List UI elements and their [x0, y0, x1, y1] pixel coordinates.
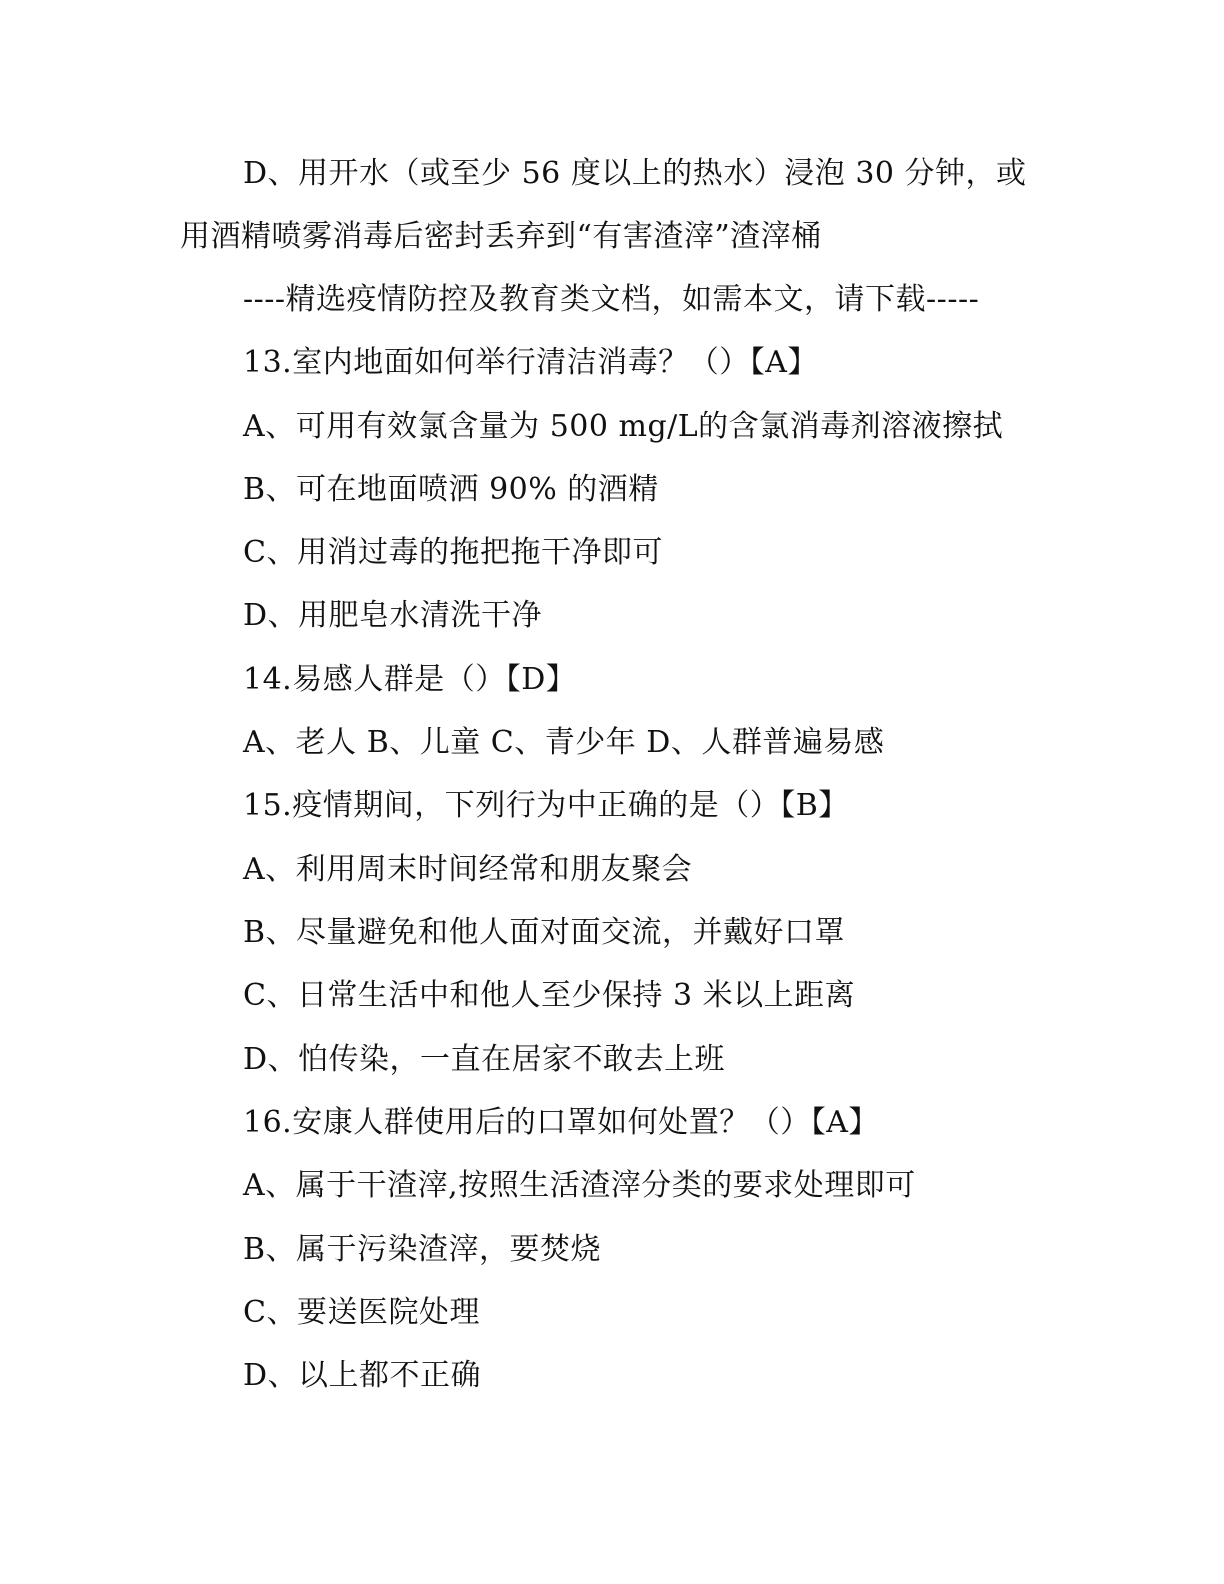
option-d-q12-line1: D、用开水（或至少 56 度以上的热水）浸泡 30 分钟，或	[243, 156, 1027, 191]
promo-banner-text: ----精选疫情防控及教育类文档，如需本文，请下载-----	[243, 282, 980, 317]
question-14: 14.易感人群是（）【D】	[243, 662, 577, 697]
q15-option-b: B、尽量避免和他人面对面交流，并戴好口罩	[243, 915, 846, 950]
q13-option-b: B、可在地面喷洒 90% 的酒精	[243, 472, 659, 507]
q15-option-c: C、日常生活中和他人至少保持 3 米以上距离	[243, 978, 856, 1013]
q14-options: A、老人 B、儿童 C、青少年 D、人群普遍易感	[243, 725, 885, 760]
q16-option-a: A、属于干渣滓,按照生活渣滓分类的要求处理即可	[243, 1168, 916, 1203]
q16-option-c: C、要送医院处理	[243, 1295, 480, 1330]
question-15: 15.疫情期间，下列行为中正确的是（）【B】	[243, 788, 849, 823]
question-16: 16.安康人群使用后的口罩如何处置？（）【A】	[243, 1105, 879, 1140]
q13-option-a: A、可用有效氯含量为 500 mg/L的含氯消毒剂溶液擦拭	[243, 409, 1004, 444]
q15-option-d: D、怕传染，一直在居家不敢去上班	[243, 1042, 726, 1077]
q13-option-c: C、用消过毒的拖把拖干净即可	[243, 535, 663, 570]
option-d-q12-line2: 用酒精喷雾消毒后密封丢弃到“有害渣滓”渣滓桶	[180, 219, 822, 254]
q16-option-b: B、属于污染渣滓，要焚烧	[243, 1232, 602, 1267]
question-13: 13.室内地面如何举行清洁消毒？（）【A】	[243, 345, 818, 380]
q16-option-d: D、以上都不正确	[243, 1358, 482, 1393]
q13-option-d: D、用肥皂水清洗干净	[243, 598, 543, 633]
q15-option-a: A、利用周末时间经常和朋友聚会	[243, 852, 693, 887]
